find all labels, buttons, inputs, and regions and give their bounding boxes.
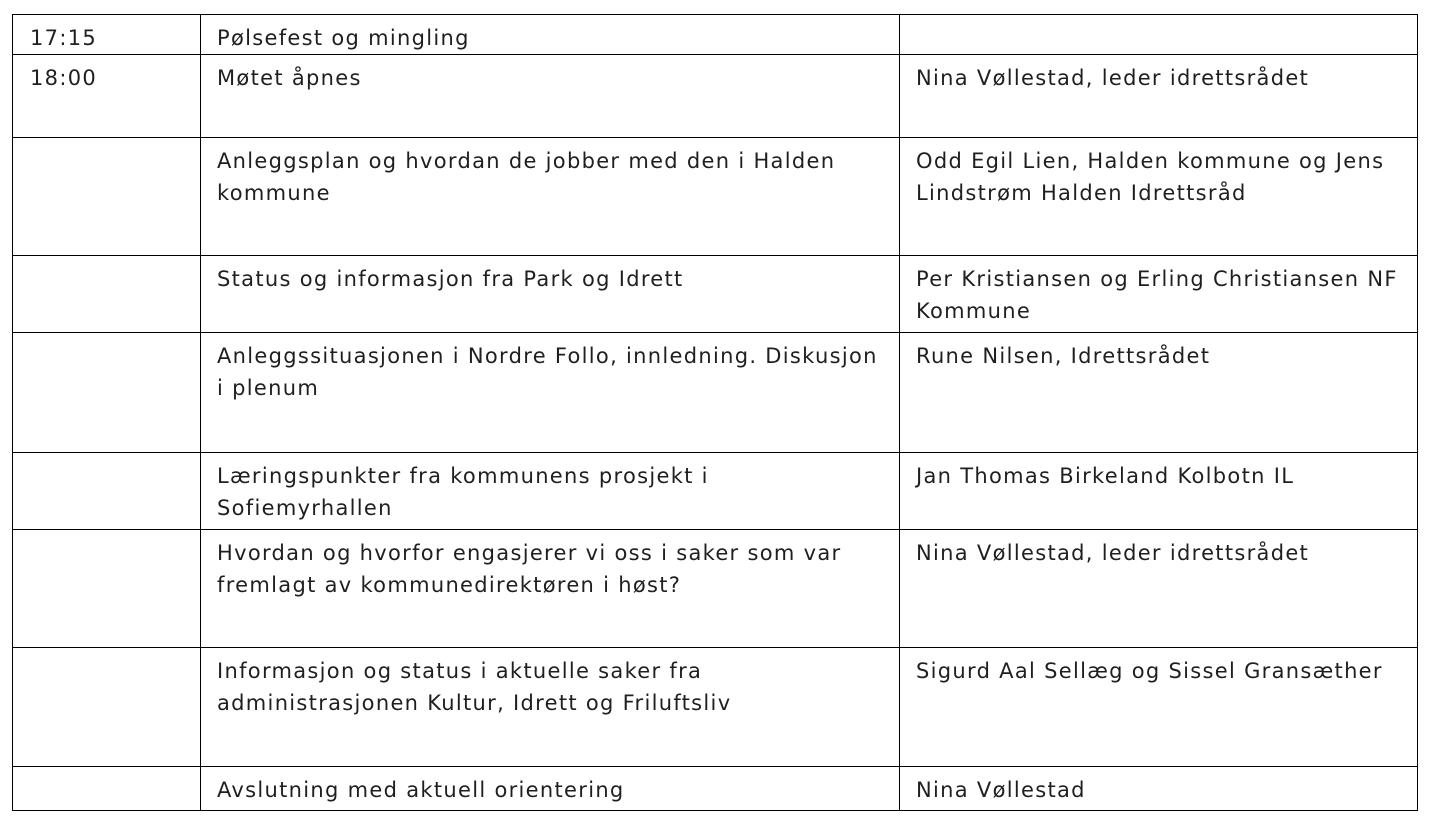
time-cell: 18:00 [13,55,201,138]
agenda-table [12,14,1418,811]
time-cell [13,453,201,530]
item-cell: Møtet åpnes [201,55,900,138]
item-cell: Avslutning med aktuell orientering [201,767,900,811]
table-row [13,530,1418,648]
table-row [13,256,1418,333]
table-row [13,453,1418,530]
item-cell: Pølsefest og mingling [201,15,900,55]
time-cell [13,530,201,648]
responsible-cell [900,15,1418,55]
responsible-cell: Nina Vøllestad, leder idrettsrådet [900,55,1418,138]
item-cell: Anleggssituasjonen i Nordre Follo, innledning. Diskusjon i plenum [201,333,900,453]
responsible-cell: Jan Thomas Birkeland Kolbotn IL [900,453,1418,530]
time-cell: 17:15 [13,15,201,55]
table-row [13,138,1418,256]
table-row [13,55,1418,138]
time-cell [13,648,201,767]
item-cell: Hvordan og hvorfor engasjerer vi oss i saker som var fremlagt av kommunedirektøren i høst? [201,530,900,648]
responsible-cell: Sigurd Aal Sellæg og Sissel Gransæther [900,648,1418,767]
time-cell [13,138,201,256]
table-row [13,648,1418,767]
responsible-cell: Rune Nilsen, Idrettsrådet [900,333,1418,453]
item-cell: Anleggsplan og hvordan de jobber med den i Halden kommune [201,138,900,256]
table-row [13,333,1418,453]
item-cell: Læringspunkter fra kommunens prosjekt i Sofiemyrhallen [201,453,900,530]
responsible-cell: Nina Vøllestad [900,767,1418,811]
time-cell [13,256,201,333]
item-cell: Informasjon og status i aktuelle saker fra administrasjonen Kultur, Idrett og Friluftsliv [201,648,900,767]
responsible-cell: Per Kristiansen og Erling Christiansen NF Kommune [900,256,1418,333]
responsible-cell: Odd Egil Lien, Halden kommune og Jens Lindstrøm Halden Idrettsråd [900,138,1418,256]
item-cell: Status og informasjon fra Park og Idrett [201,256,900,333]
responsible-cell: Nina Vøllestad, leder idrettsrådet [900,530,1418,648]
time-cell [13,767,201,811]
table-row [13,767,1418,811]
table-row [13,15,1418,55]
time-cell [13,333,201,453]
